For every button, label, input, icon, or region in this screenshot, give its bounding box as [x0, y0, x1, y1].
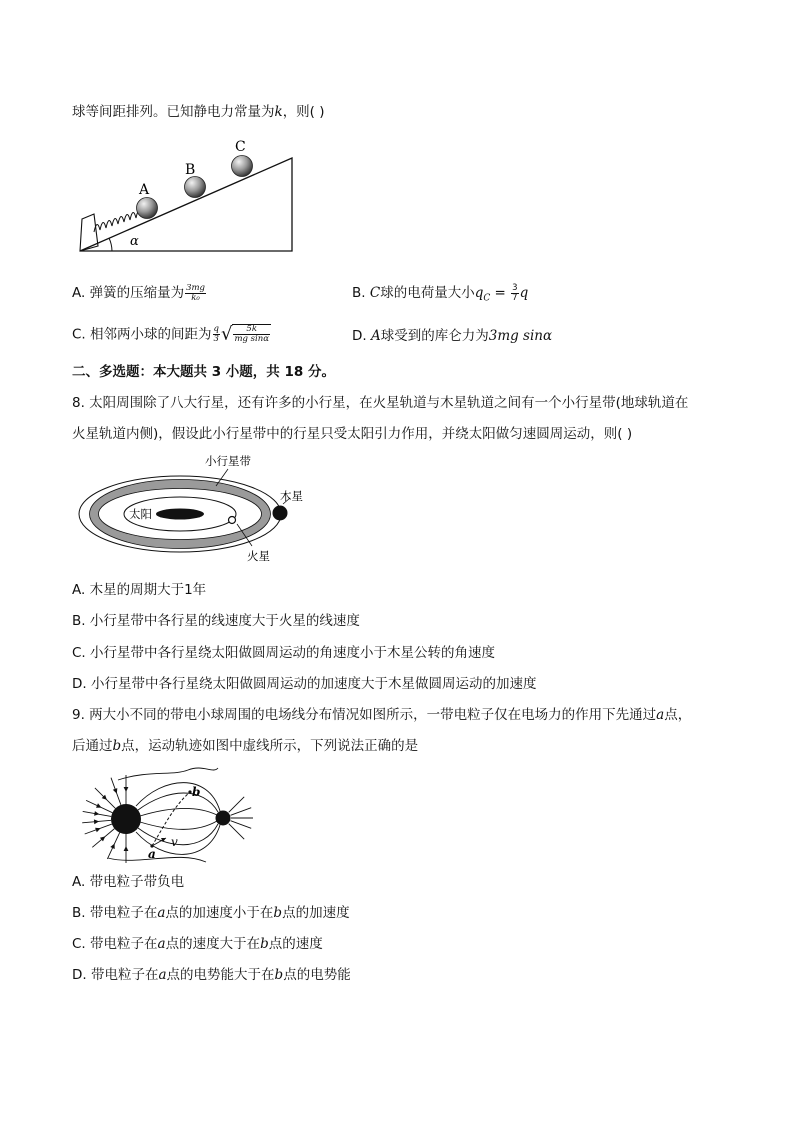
- field-line: [231, 808, 252, 816]
- label-a: a: [148, 847, 156, 861]
- label-b: B: [185, 162, 196, 178]
- q7-stem: 球等间距排列。已知静电力常量为k，则( ): [72, 104, 325, 120]
- q9-field-figure: [78, 766, 264, 866]
- label-sun: 太阳: [129, 507, 152, 521]
- ball-c: [232, 156, 253, 177]
- label-c: C: [235, 139, 246, 155]
- fraction: $\frac{3mg}{\text{k₀}}$: [186, 282, 206, 303]
- q7-option-b[interactable]: B. C球的电荷量大小$q_C$ = $\frac{3}{7}$ q: [352, 282, 529, 304]
- fraction: $\frac{3}{7}$: [512, 282, 518, 303]
- field-line: [138, 793, 218, 812]
- q9-option-c[interactable]: C. 带电粒子在a点的速度大于在b点的速度: [72, 936, 323, 952]
- field-arrow: [94, 819, 99, 824]
- q8-option-b[interactable]: B. 小行星带中各行星的线速度大于火星的线速度: [72, 613, 360, 629]
- label-b: b: [192, 785, 201, 799]
- field-line: [231, 821, 252, 829]
- q7-incline-figure: [72, 136, 302, 258]
- wall-block: [80, 214, 98, 251]
- q8-orbit-figure: [76, 452, 316, 566]
- q9-option-a[interactable]: A. 带电粒子带负电: [72, 874, 185, 890]
- small-charge: [216, 811, 231, 826]
- q8-option-c[interactable]: C. 小行星带中各行星绕太阳做圆周运动的角速度小于木星公转的角速度: [72, 645, 496, 661]
- q7-option-c[interactable]: C. 相邻两小球的间距为 $\frac{q}{3}$ √ $\frac{5k}{\text{mg sinα}}$: [72, 323, 269, 345]
- field-line: [140, 808, 217, 816]
- q9-stem-line1: 9. 两大小不同的带电小球周围的电场线分布情况如图所示，一带电粒子仅在电场力的作用下先通过a点，: [72, 707, 692, 723]
- field-line: [229, 797, 245, 813]
- label-jupiter: 木星: [280, 489, 303, 503]
- field-arrow: [124, 846, 129, 851]
- q8-stem-line1: 8. 太阳周围除了八大行星，还有许多的小行星，在火星轨道与木星轨道之间有一个小行星带(地球轨道在: [72, 395, 689, 411]
- field-line: [229, 824, 245, 840]
- ball-a: [137, 198, 158, 219]
- label-mars: 火星: [247, 549, 270, 563]
- label-belt: 小行星带: [205, 454, 251, 468]
- jupiter: [273, 506, 288, 521]
- fraction: $\frac{q}{3}$: [213, 324, 219, 344]
- q9-option-d[interactable]: D. 带电粒子在a点的电势能大于在b点的电势能: [72, 967, 351, 983]
- angle-arc: [109, 238, 112, 251]
- q8-stem-line2: 火星轨道内侧)，假设此小行星带中的行星只受太阳引力作用，并绕太阳做匀速圆周运动，则( ): [72, 426, 633, 442]
- q8-option-d[interactable]: D. 小行星带中各行星绕太阳做圆周运动的加速度大于木星做圆周运动的加速度: [72, 676, 537, 692]
- field-line: [138, 824, 218, 845]
- field-line: [140, 821, 217, 829]
- q7-option-a[interactable]: A. 弹簧的压缩量为 $\frac{3mg}{\text{k₀}}$: [72, 282, 206, 303]
- q7-option-d[interactable]: D. A球受到的库仑力为3mg sinα: [352, 328, 553, 344]
- sun: [156, 509, 204, 520]
- label-v: v: [171, 835, 178, 849]
- field-arrow: [94, 811, 99, 816]
- large-charge: [111, 804, 141, 834]
- section-title: 二、多选题：本大题共 3 小题，共 18 分。: [72, 364, 335, 380]
- ball-b: [185, 177, 206, 198]
- label-alpha: α: [130, 234, 139, 249]
- field-line: [118, 768, 218, 780]
- q8-option-a[interactable]: A. 木星的周期大于1年: [72, 582, 207, 598]
- q9-stem-line2: 后通过b点，运动轨迹如图中虚线所示，下列说法正确的是: [72, 738, 419, 754]
- label-a: A: [139, 182, 150, 198]
- mars: [229, 517, 236, 524]
- square-root: √ $\frac{5k}{\text{mg sinα}}$: [220, 323, 269, 345]
- field-line: [108, 857, 206, 862]
- q9-option-b[interactable]: B. 带电粒子在a点的加速度小于在b点的加速度: [72, 905, 350, 921]
- field-arrow: [124, 787, 129, 792]
- field-line: [136, 783, 220, 811]
